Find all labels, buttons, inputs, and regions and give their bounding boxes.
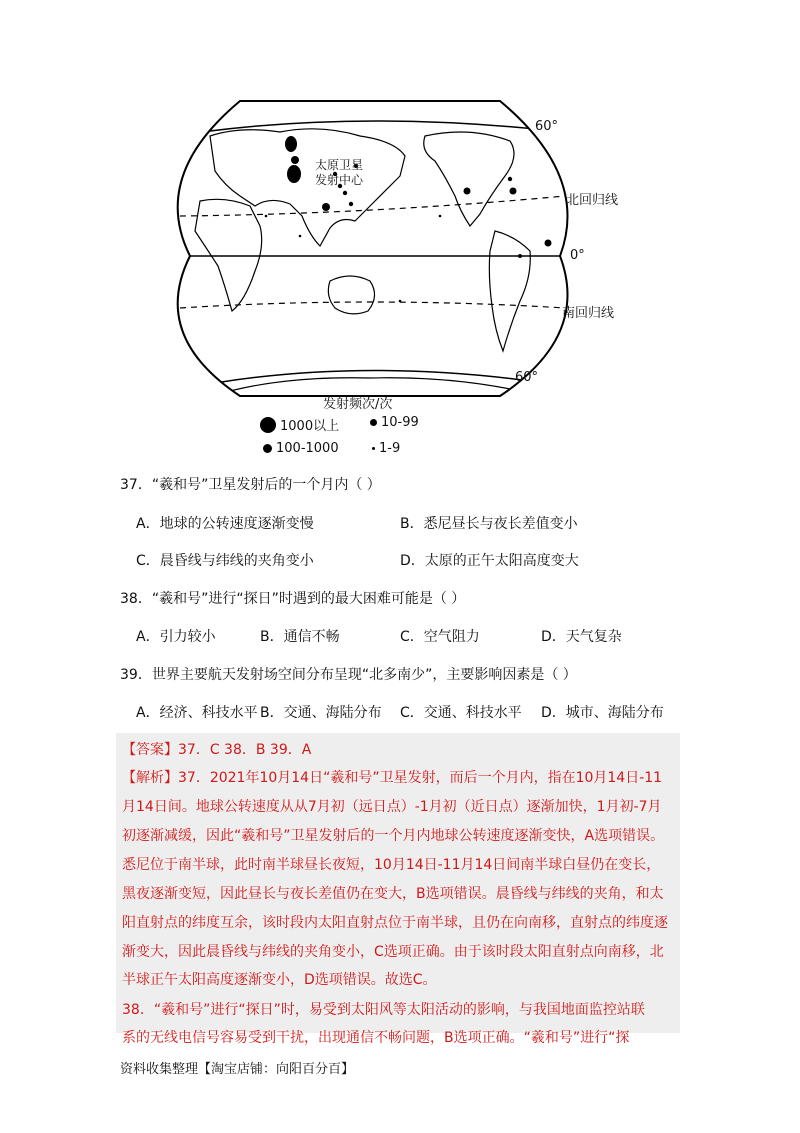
analysis-line: 初逐渐减缓，因此“羲和号”卫星发射后的一个月内地球公转速度逐渐变快，A选项错误。 xyxy=(122,828,665,844)
legend-label-100-1000: 100-1000 xyxy=(276,441,339,456)
site-large-2 xyxy=(287,165,301,183)
site-small-6 xyxy=(508,177,512,181)
label-60n: 60° xyxy=(535,119,559,134)
q37-option-b: B．悉尼昼长与夜长差值变小 xyxy=(400,516,578,532)
analysis-line: 38．“羲和号”进行“探日”时，易受到太阳风等太阳活动的影响，与我国地面监控站联 xyxy=(122,1002,645,1018)
label-taiyuan-line1: 太原卫星 xyxy=(315,158,364,172)
q39-stem: 39．世界主要航天发射场空间分布呈现“北多南少”，主要影响因素是（ ） xyxy=(120,667,577,683)
legend-label-large: 1000以上 xyxy=(280,419,340,434)
q37-option-c: C．晨昏线与纬线的夹角变小 xyxy=(136,553,314,569)
answer-block xyxy=(116,733,680,1046)
label-tropic-north: 北回归线 xyxy=(566,193,619,208)
q37-option-a: A．地球的公转速度逐渐变慢 xyxy=(136,516,314,532)
analysis-line: 黑夜逐渐变短，因此昼长与夜长差值仍在变大，B选项错误。晨昏线与纬线的夹角，和太 xyxy=(122,886,664,902)
site-small-4 xyxy=(349,202,353,206)
large-dot-icon xyxy=(260,417,276,433)
analysis-line: 悉尼位于南半球，此时南半球昼长夜短，10月14日-11月14日间南半球白昼仍在变长， xyxy=(122,857,661,873)
site-medium-5 xyxy=(545,240,552,247)
map-frame xyxy=(178,101,568,396)
legend-label-10-99: 10-99 xyxy=(381,415,419,430)
legend-item-100-1000 xyxy=(263,441,339,456)
legend-title: 发射频次/次 xyxy=(323,397,393,412)
q39-option-d: D．城市、海陆分布 xyxy=(541,705,664,721)
analysis-line: 阳直射点的纬度互余，该时段内太阳直射点位于南半球，且仍在向南移，直射点的纬度逐 xyxy=(122,915,668,931)
site-medium-1 xyxy=(291,156,299,164)
site-tiny-4 xyxy=(439,215,442,218)
analysis-line: 【解析】37．2021年10月14日“羲和号”卫星发射，而后一个月内，指在10月14日-11 xyxy=(122,770,663,786)
analysis-line: 半球正午太阳高度逐渐变小，D选项错误。故选C。 xyxy=(122,972,437,988)
q39-option-b: B．交通、海陆分布 xyxy=(260,705,382,721)
world-map xyxy=(170,96,630,431)
map-drawing xyxy=(170,96,630,431)
answer-line: 【答案】37．C 38．B 39．A xyxy=(122,742,312,758)
site-small-7 xyxy=(518,254,522,258)
label-equator: 0° xyxy=(570,248,585,263)
q38-option-d: D．天气复杂 xyxy=(541,629,622,645)
site-large-1 xyxy=(285,136,297,152)
map-legend xyxy=(255,393,475,463)
site-medium-3 xyxy=(464,188,471,195)
label-tropic-south: 南回归线 xyxy=(562,306,615,321)
site-medium-4 xyxy=(510,188,517,195)
label-60s: 60° xyxy=(515,370,539,385)
analysis-line: 月14日间。地球公转速度从从7月初（远日点）-1月初（近日点）逐渐加快，1月初-7月 xyxy=(122,799,662,815)
analysis-line: 系的无线电信号容易受到干扰，出现通信不畅问题，B选项正确。“羲和号”进行“探 xyxy=(122,1030,630,1046)
footer-text: 资料收集整理【淘宝店铺：向阳百分百】 xyxy=(120,1062,355,1077)
legend-item-large xyxy=(260,415,339,434)
legend-label-1-9: 1-9 xyxy=(379,441,401,456)
small-dot-icon xyxy=(370,419,377,426)
q38-stem: 38．“羲和号”进行“探日”时遇到的最大困难可能是（ ） xyxy=(120,591,466,607)
q37-stem: 37．“羲和号”卫星发射后的一个月内（ ） xyxy=(120,477,381,493)
q38-option-c: C．空气阻力 xyxy=(400,629,480,645)
site-medium-2 xyxy=(322,203,330,211)
q37-option-d: D．太原的正午太阳高度变大 xyxy=(400,553,579,569)
q38-option-b: B．通信不畅 xyxy=(260,629,340,645)
label-taiyuan-line2: 发射中心 xyxy=(315,173,364,187)
q39-option-a: A．经济、科技水平 xyxy=(136,705,258,721)
medium-dot-icon xyxy=(263,444,272,453)
site-tiny-1 xyxy=(299,235,302,238)
q39-option-c: C．交通、科技水平 xyxy=(400,705,522,721)
site-small-3 xyxy=(343,191,347,195)
q38-option-a: A．引力较小 xyxy=(136,629,216,645)
site-tiny-3 xyxy=(399,300,402,303)
tiny-dot-icon xyxy=(372,447,375,450)
legend-item-10-99 xyxy=(370,415,419,430)
analysis-line: 渐变大，因此晨昏线与纬线的夹角变小，C选项正确。由于该时段太阳直射点向南移，北 xyxy=(122,944,664,960)
legend-item-1-9 xyxy=(372,441,400,456)
site-tiny-2 xyxy=(265,215,268,218)
